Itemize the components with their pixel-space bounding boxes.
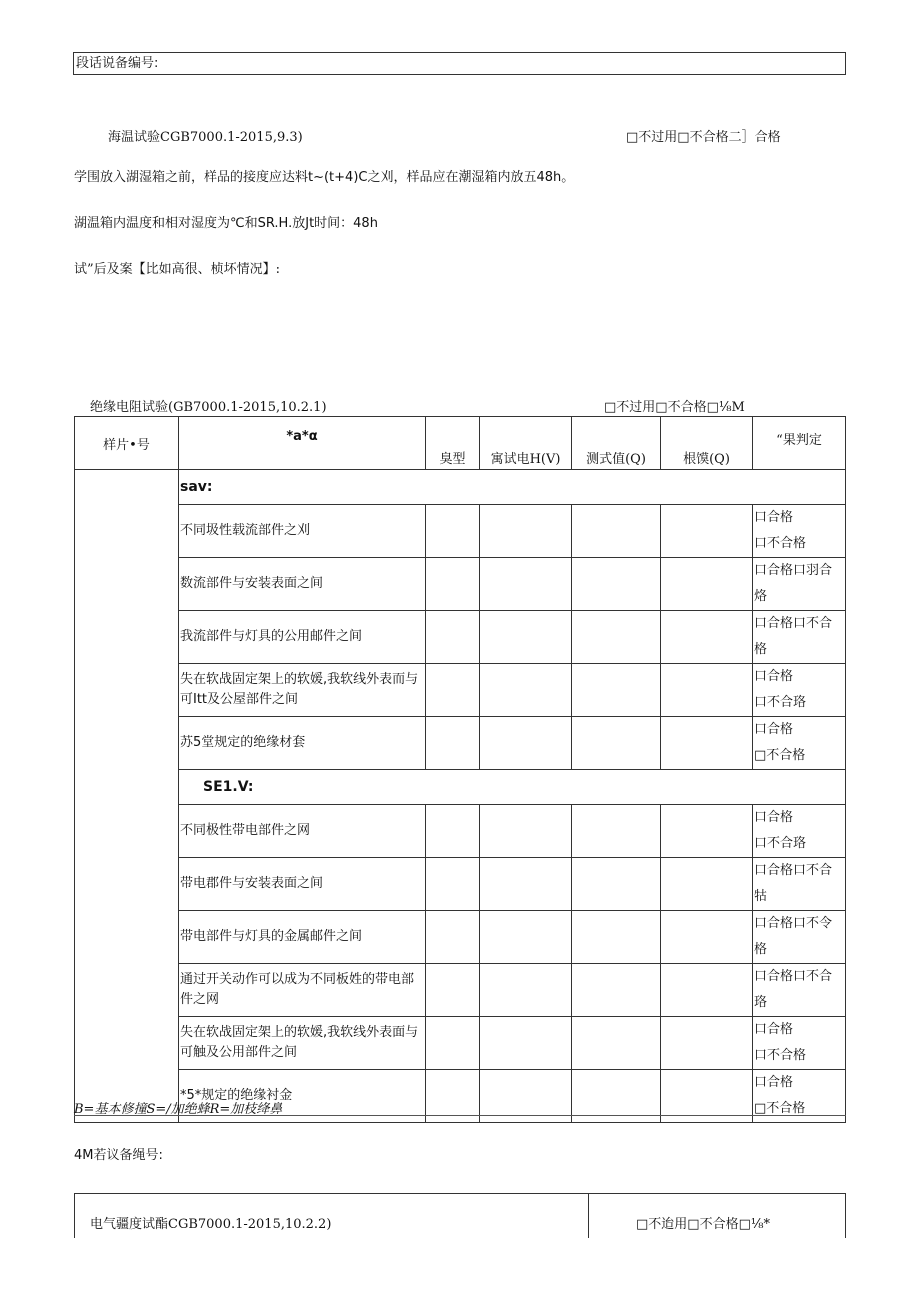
measured-cell: [572, 964, 661, 1017]
item-cell: 失在软战固定架上的软媛,我软线外表面与可触及公用部件之间: [179, 1017, 426, 1070]
section-divider: [74, 1115, 846, 1116]
type-cell: [426, 558, 480, 611]
table-row: [75, 911, 846, 964]
table-row: [75, 858, 846, 911]
item-cell: 失在软战固定架上的软媛,我软线外表而与可Itt及公屋部件之间: [179, 664, 426, 717]
result-cell: 口合格 □不合格: [753, 717, 846, 770]
item-cell: 带电部件与灯具的金属邮件之间: [179, 911, 426, 964]
limit-cell: [661, 717, 753, 770]
item-cell: 数流部件与安装表面之间: [179, 558, 426, 611]
header-voltage: 寓试电H(V): [480, 417, 572, 470]
header-sample: 样片•号: [75, 417, 179, 470]
equipment-number-2: 4M若议备绳号:: [74, 1148, 163, 1163]
measured-cell: [572, 858, 661, 911]
type-cell: [426, 505, 480, 558]
type-cell: [426, 911, 480, 964]
section-label-1: sav:: [179, 470, 846, 505]
result-cell: 口合格 口不合珞: [753, 664, 846, 717]
limit-cell: [661, 858, 753, 911]
result-cell: 口合格 □不合格: [753, 1070, 846, 1123]
humidity-line-3: 试”后及案【比如高很、桢坏情况】:: [74, 262, 281, 277]
header-result: “果判定: [753, 417, 846, 470]
item-cell: 苏5堂规定的绝缘材套: [179, 717, 426, 770]
insulation-test-title: 绝缘电阻试验(GB7000.1-2015,10.2.1): [90, 400, 327, 415]
equipment-number-box: [73, 52, 846, 75]
table-header-row: [75, 417, 846, 470]
insulation-footnote: B=基本修撞S=/加绝蜂R=加枝绛鼻: [74, 1102, 283, 1117]
voltage-cell: [480, 558, 572, 611]
table-row: [75, 717, 846, 770]
type-cell: [426, 1017, 480, 1070]
humidity-line-2: 湖温箱内温度和相对湿度为℃和SR.H.放Jt时间：48h: [74, 216, 378, 231]
measured-cell: [572, 611, 661, 664]
type-cell: [426, 611, 480, 664]
voltage-cell: [480, 858, 572, 911]
section-label-2: SE1.V:: [179, 770, 846, 805]
equipment-number-label: 段话说备编号:: [76, 56, 159, 71]
measured-cell: [572, 717, 661, 770]
result-cell: 口合格口不合 牯: [753, 858, 846, 911]
insulation-table: [74, 416, 846, 1123]
item-cell: *5*规定的绝缘衬金: [179, 1070, 426, 1123]
header-limit: 根馍(Q): [661, 417, 753, 470]
item-cell: 我流部件与灯具的公用邮件之间: [179, 611, 426, 664]
measured-cell: [572, 664, 661, 717]
result-cell: 口合格 口不合珞: [753, 805, 846, 858]
sample-number-cell: [75, 470, 179, 1123]
voltage-cell: [480, 611, 572, 664]
table-row: [75, 505, 846, 558]
limit-cell: [661, 805, 753, 858]
header-item: *a*α: [179, 417, 426, 470]
table-row: [75, 611, 846, 664]
item-cell: 通过开关动作可以成为不同板姓的带电部件之网: [179, 964, 426, 1017]
result-cell: 口合格口羽合 烙: [753, 558, 846, 611]
result-cell: 口合格 口不合格: [753, 1017, 846, 1070]
item-cell: 不同极性带电部件之网: [179, 805, 426, 858]
header-measured: 测式值(Q): [572, 417, 661, 470]
insulation-test-options: □不过用□不合格□⅛M: [604, 400, 745, 415]
section-row: [75, 470, 846, 505]
voltage-cell: [480, 911, 572, 964]
voltage-cell: [480, 664, 572, 717]
limit-cell: [661, 964, 753, 1017]
limit-cell: [661, 664, 753, 717]
type-cell: [426, 858, 480, 911]
table-row: [75, 805, 846, 858]
header-type: 臭型: [426, 417, 480, 470]
type-cell: [426, 805, 480, 858]
section-row: [75, 770, 846, 805]
result-cell: 口合格 口不合格: [753, 505, 846, 558]
type-cell: [426, 964, 480, 1017]
measured-cell: [572, 911, 661, 964]
table-row: [75, 964, 846, 1017]
table-row: [75, 1017, 846, 1070]
table-row: [75, 558, 846, 611]
result-cell: 口合格口不令 格: [753, 911, 846, 964]
humidity-line-1: 学围放入湖湿箱之前，样品的接度应达料t~(t+4)C之刈，样品应在潮湿箱内放五48h。: [74, 170, 575, 185]
measured-cell: [572, 1017, 661, 1070]
voltage-cell: [480, 505, 572, 558]
voltage-cell: [480, 717, 572, 770]
result-cell: 口合格口不合 珞: [753, 964, 846, 1017]
voltage-cell: [480, 1017, 572, 1070]
result-cell: 口合格口不合 格: [753, 611, 846, 664]
humidity-test-options: □不过用□不合格二］合格: [626, 130, 781, 145]
measured-cell: [572, 505, 661, 558]
voltage-cell: [480, 805, 572, 858]
humidity-test-title: 海温试验CGB7000.1-2015,9.3): [108, 130, 303, 145]
limit-cell: [661, 1017, 753, 1070]
limit-cell: [661, 911, 753, 964]
dielectric-box-divider: [588, 1193, 589, 1238]
voltage-cell: [480, 964, 572, 1017]
type-cell: [426, 664, 480, 717]
type-cell: [426, 717, 480, 770]
dielectric-test-options: □不迨用□不合格□⅛*: [636, 1217, 770, 1232]
item-cell: 不同圾性载流部件之刈: [179, 505, 426, 558]
limit-cell: [661, 505, 753, 558]
dielectric-test-title: 电气疆度试酯CGB7000.1-2015,10.2.2): [90, 1217, 332, 1232]
measured-cell: [572, 558, 661, 611]
limit-cell: [661, 611, 753, 664]
item-cell: 带电郡件与安装表面之间: [179, 858, 426, 911]
limit-cell: [661, 558, 753, 611]
measured-cell: [572, 805, 661, 858]
table-row: [75, 664, 846, 717]
